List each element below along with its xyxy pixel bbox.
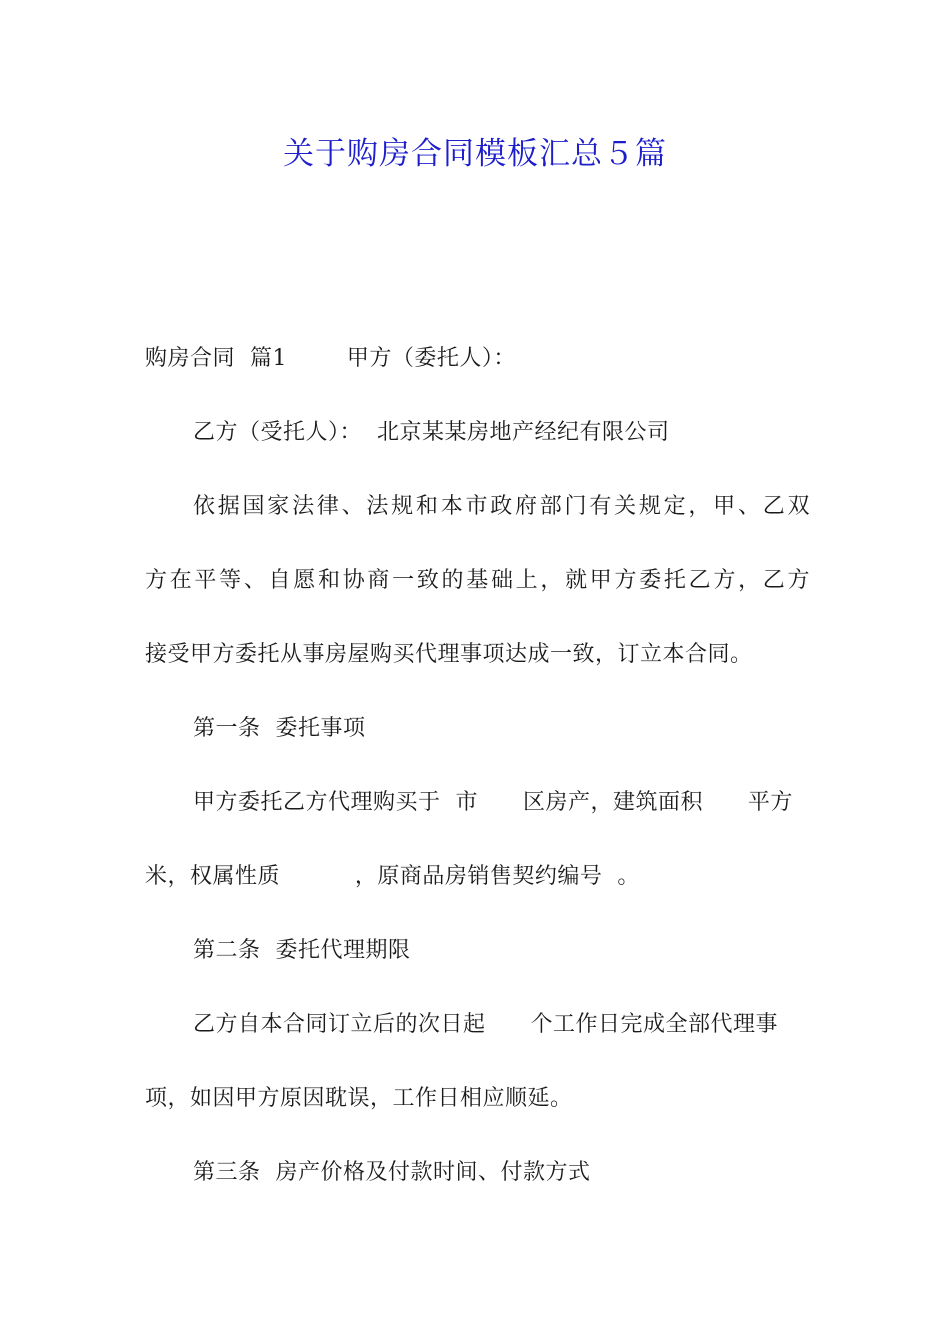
paragraph-line-7: 甲方委托乙方代理购买于 市 区房产，建筑面积 平方 xyxy=(193,790,793,815)
paragraph-line-3: 依据国家法律、法规和本市政府部门有关规定，甲、乙双 xyxy=(193,494,810,519)
section-heading-1: 第一条 委托事项 xyxy=(193,716,366,741)
paragraph-line-1: 购房合同 篇1 甲方（委托人）： xyxy=(145,346,516,371)
section-heading-3: 第三条 房产价格及付款时间、付款方式 xyxy=(193,1160,591,1185)
paragraph-line-5: 接受甲方委托从事房屋购买代理事项达成一致，订立本合同。 xyxy=(145,642,753,667)
paragraph-line-4: 方在平等、自愿和协商一致的基础上，就甲方委托乙方，乙方 xyxy=(145,568,810,593)
paragraph-line-10: 乙方自本合同订立后的次日起 个工作日完成全部代理事 xyxy=(193,1012,778,1037)
paragraph-line-2: 乙方（受托人）： 北京某某房地产经纪有限公司 xyxy=(193,420,670,445)
paragraph-line-11: 项，如因甲方原因耽误，工作日相应顺延。 xyxy=(145,1086,573,1111)
document-body xyxy=(145,340,810,1228)
paragraph-line-8: 米，权属性质 ，原商品房销售契约编号 。 xyxy=(145,864,640,889)
section-heading-2: 第二条 委托代理期限 xyxy=(193,938,411,963)
document-title: 关于购房合同模板汇总５篇 xyxy=(283,136,667,172)
